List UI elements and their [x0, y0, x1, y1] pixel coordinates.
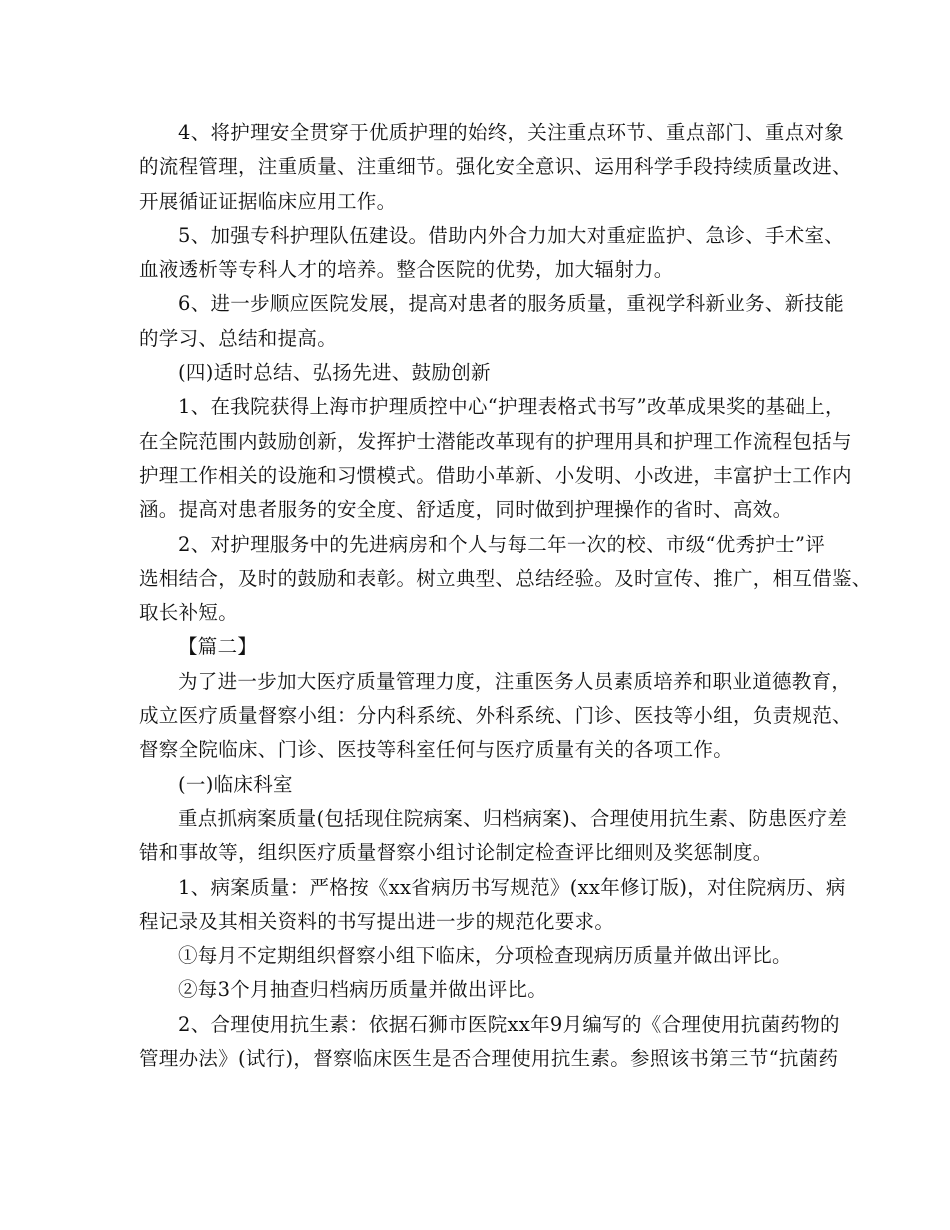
text-line: 5、加强专科护理队伍建设。借助内外合力加大对重症监护、急诊、手术室、 — [178, 223, 845, 247]
text-line: 成立医疗质量督察小组：分内科系统、外科系统、门诊、医技等小组，负责规范、 — [139, 704, 852, 728]
text-line: 取长补短。 — [139, 601, 239, 625]
text-line: ①每月不定期组织督察小组下临床，分项检查现病历质量并做出评比。 — [178, 944, 792, 968]
section-heading: 【篇二】 — [178, 635, 258, 659]
text-line: 重点抓病案质量(包括现住院病案、归档病案)、合理使用抗生素、防患医疗差 — [178, 806, 848, 830]
text-line: 血液透析等专科人才的培养。整合医院的优势，加大辐射力。 — [139, 258, 674, 282]
text-line: 2、合理使用抗生素：依据石狮市医院xx年9月编写的《合理使用抗菌药物的 — [178, 1012, 840, 1036]
document-body — [139, 116, 872, 1076]
text-line: 选相结合，及时的鼓励和表彰。树立典型、总结经验。及时宣传、推广，相互借鉴、 — [139, 566, 872, 590]
text-line: 4、将护理安全贯穿于优质护理的始终，关注重点环节、重点部门、重点对象 — [178, 121, 845, 144]
text-line: 6、进一步顺应医院发展，提高对患者的服务质量，重视学科新业务、新技能 — [178, 292, 845, 316]
text-line: 的流程管理，注重质量、注重细节。强化安全意识、运用科学手段持续质量改进、 — [139, 155, 852, 179]
text-line: 的学习、总结和提高。 — [139, 326, 338, 350]
section-heading: (四)适时总结、弘扬先进、鼓励创新 — [178, 361, 491, 385]
text-line: 错和事故等，组织医疗质量督察小组讨论制定检查评比细则及奖惩制度。 — [139, 841, 773, 865]
text-line: 护理工作相关的设施和习惯模式。借助小革新、小发明、小改进，丰富护士工作内 — [139, 463, 852, 487]
text-line: 督察全院临床、门诊、医技等科室任何与医疗质量有关的各项工作。 — [139, 738, 734, 762]
text-line: 在全院范围内鼓励创新，发挥护士潜能改革现有的护理用具和护理工作流程包括与 — [139, 429, 852, 453]
text-line: 开展循证证据临床应用工作。 — [139, 189, 397, 213]
text-line: 程记录及其相关资料的书写提出进一步的规范化要求。 — [139, 909, 615, 933]
text-line: 为了进一步加大医疗质量管理力度，注重医务人员素质培养和职业道德教育， — [178, 669, 852, 693]
text-line: 1、病案质量：严格按《xx省病历书写规范》(xx年修订版)，对住院病历、病 — [178, 875, 846, 899]
text-line: 2、对护理服务中的先进病房和个人与每二年一次的校、市级“优秀护士”评 — [178, 532, 826, 556]
text-line: ②每3个月抽查归档病历质量并做出评比。 — [178, 978, 548, 1002]
text-line: 管理办法》(试行)，督察临床医生是否合理使用抗生素。参照该书第三节“抗菌药 — [139, 1047, 839, 1071]
text-line: 涵。提高对患者服务的安全度、舒适度，同时做到护理操作的省时、高效。 — [139, 498, 793, 522]
text-line: 1、在我院获得上海市护理质控中心“护理表格式书写”改革成果奖的基础上， — [178, 395, 845, 419]
section-heading: (一)临床科室 — [178, 772, 293, 796]
